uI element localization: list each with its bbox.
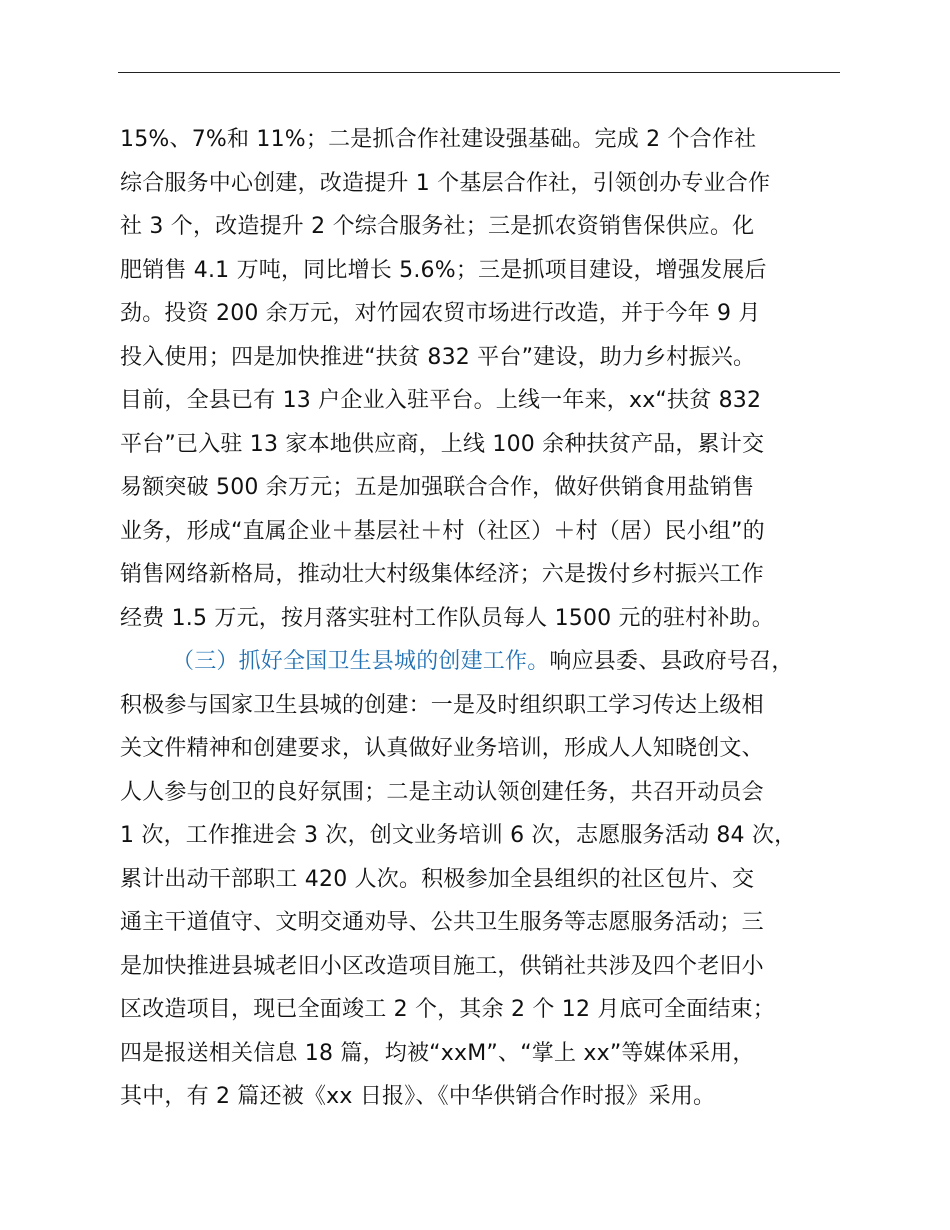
text-line: 其中，有 2 篇还被《xx 日报》、《中华供销合作时报》采用。 [120, 1084, 716, 1109]
text-line: 是加快推进县城老旧小区改造项目施工，供销社共涉及四个老旧小 [120, 953, 764, 979]
text-line: 累计出动干部职工 420 人次。积极参加全县组织的社区包片、交 [120, 866, 755, 892]
text-line: 积极参与国家卫生县城的创建：一是及时组织职工学习传达上级相 [120, 692, 764, 718]
text-line: 1 次，工作推进会 3 次，创文业务培训 6 次，志愿服务活动 84 次， [120, 823, 797, 848]
text-line: 通主干道值守、文明交通劝导、公共卫生服务等志愿服务活动；三 [120, 910, 764, 935]
text-line: 区改造项目，现已全面竣工 2 个，其余 2 个 12 月底可全面结束； [120, 997, 775, 1022]
text-line: 投入使用；四是加快推进“扶贫 832 平台”建设，助力乡村振兴。 [120, 344, 756, 370]
text-line: 关文件精神和创建要求，认真做好业务培训，形成人人知晓创文、 [120, 736, 764, 761]
text-line: 销售网络新格局，推动壮大村级集体经济；六是拨付乡村振兴工作 [120, 562, 764, 587]
text-line: 平台”已入驻 13 家本地供应商，上线 100 余种扶贫产品，累计交 [120, 431, 765, 457]
text-line: 四是报送相关信息 18 篇，均被“xxM”、“掌上 xx”等媒体采用， [120, 1040, 755, 1066]
text-line: 目前，全县已有 13 户企业入驻平台。上线一年来，xx“扶贫 832 [120, 388, 762, 413]
text-line: 劲。投资 200 余万元，对竹园农贸市场进行改造，并于今年 9 月 [120, 301, 761, 326]
text-line: 肥销售 4.1 万吨，同比增长 5.6%；三是抓项目建设，增强发展后 [120, 257, 767, 283]
text-line: 易额突破 500 余万元；五是加强联合合作，做好供销食用盐销售 [120, 475, 755, 500]
text-line: 社 3 个，改造提升 2 个综合服务社；三是抓农资销售保供应。化 [120, 214, 755, 239]
section-heading-line [120, 640, 850, 684]
header-rule [118, 72, 840, 73]
text-line: 人人参与创卫的良好氛围；二是主动认领创建任务，共召开动员会 [120, 779, 764, 805]
section-heading: （三）抓好全国卫生县城的创建工作。 [172, 649, 550, 674]
body-text [120, 118, 850, 1119]
text-line: 经费 1.5 万元，按月落实驻村工作队员每人 1500 元的驻村补助。 [120, 605, 774, 631]
text-line: 业务，形成“直属企业＋基层社＋村（社区）＋村（居）民小组”的 [120, 518, 765, 544]
section-heading-rest: 响应县委、县政府号召， [549, 649, 794, 674]
text-line: 15%、7%和 11%；二是抓合作社建设强基础。完成 2 个合作社 [120, 127, 757, 152]
text-line: 综合服务中心创建，改造提升 1 个基层合作社，引领创办专业合作 [120, 170, 771, 196]
